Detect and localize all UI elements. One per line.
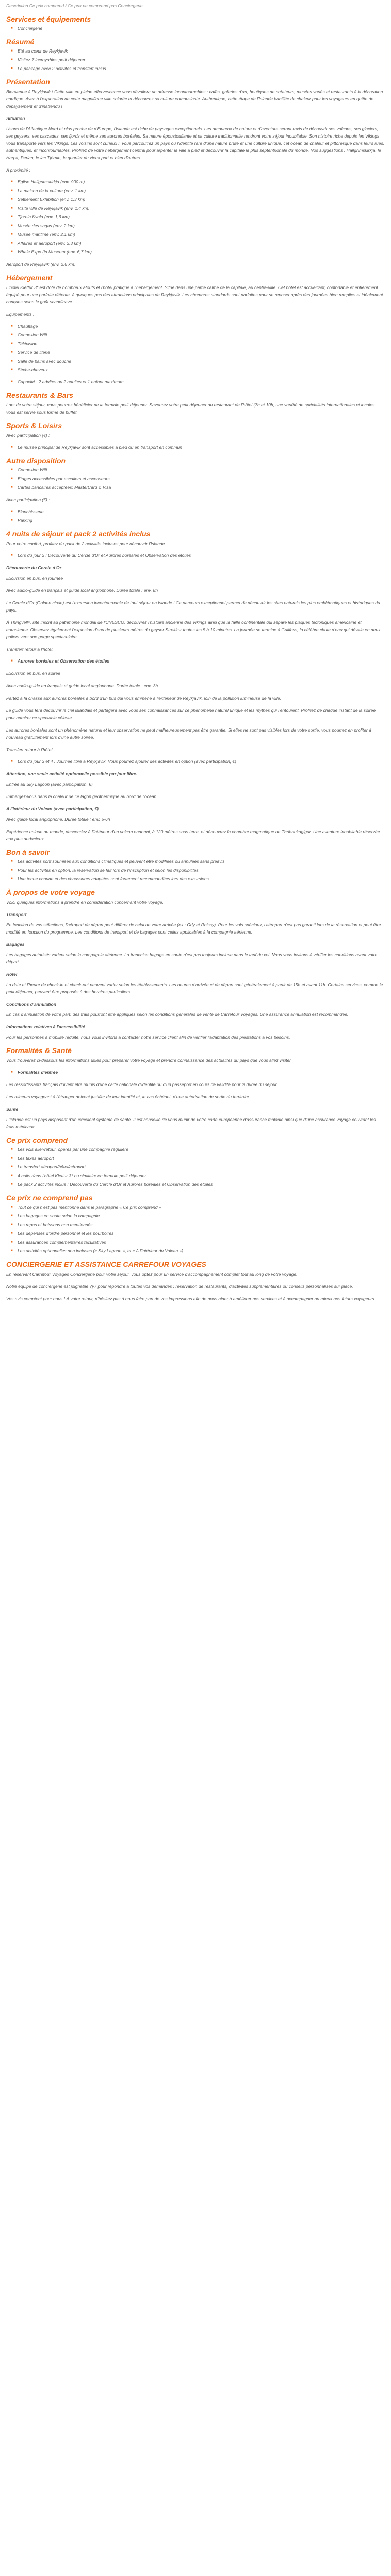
paragraph: Les mineurs voyageant à l'étranger doivent justifier de leur identité et, le cas échéant, d'une autorisation de sortie du territoire. bbox=[6, 1094, 250, 1099]
autre-section bbox=[6, 456, 385, 524]
list-item: ■ Visite ville de Reykjavik (env. 1,4 km) bbox=[18, 205, 385, 212]
presentation-section bbox=[6, 77, 385, 268]
paragraph: Transfert retour à l'hôtel. bbox=[6, 747, 54, 752]
aurora-list bbox=[6, 658, 385, 665]
list-item: ■ Musée maritime (env. 2,1 km) bbox=[18, 231, 385, 238]
transport-label: Transport bbox=[6, 912, 27, 917]
period-list bbox=[6, 758, 385, 765]
situation-label: Situation bbox=[6, 116, 25, 121]
list-item: ■ Tout ce qui n'est pas mentionné dans le paragraphe « Ce prix comprend » bbox=[18, 1204, 385, 1211]
list-item: ■ Settlement Exhibition (env. 1,3 km) bbox=[18, 196, 385, 203]
circle-title: Découverte du Cercle d'Or bbox=[6, 565, 61, 570]
paragraph: En fonction de vos sélections, l'aéroport de départ peut différer de celui de votre arrivée (ex : Orly et Roissy). Pour les vols spéciaux, l'aéroport n'est pas garanti lors de la réservation et peut être modifié en fonction du programme. Les conditions de transport et de bagages sont celles applicables à la compagnie aérienne. bbox=[6, 922, 381, 935]
paragraph: Les bagages autorisés varient selon la compagnie aérienne. La franchise bagage en soute n'est pas toujours incluse dans le tarif du vol. Nous vous invitons à vérifier les conditions avant votre départ. bbox=[6, 952, 378, 964]
list-item: ■ 4 nuits dans l'hôtel Klettur 3* ou similaire en formule petit déjeuner bbox=[18, 1173, 385, 1179]
ne-comprend-title: Ce prix ne comprend pas bbox=[6, 1194, 93, 1202]
cancellation-label: Conditions d'annulation bbox=[6, 1002, 56, 1007]
paragraph: Les ressortissants français doivent être munis d'une carte nationale d'identité ou d'un passeport en cours de validité pour la durée du séjour. bbox=[6, 1082, 278, 1087]
list-item: ■ Blanchisserie bbox=[18, 509, 385, 515]
list-item: ■ La maison de la culture (env. 1 km) bbox=[18, 188, 385, 194]
hebergement-title: Hébergement bbox=[6, 274, 53, 282]
apropos-section bbox=[6, 888, 385, 1041]
attention-note: Attention, une seule activité optionnelle possible par jour libre. bbox=[6, 771, 138, 776]
paragraph: Le guide vous fera découvrir le ciel islandais et partagera avec vous ses connaissances sur ce phénomène naturel unique et les mythes qui l'entourent. Profitez de chaque instant de la soirée pour admirer ce spectacle céleste. bbox=[6, 708, 376, 720]
paragraph: En cas d'annulation de votre part, des frais pourront être appliqués selon les conditions générales de vente de Carrefour Voyages. Une assurance annulation est recommandée. bbox=[6, 1012, 349, 1017]
list-item: ■ Les repas et boissons non mentionnés bbox=[18, 1222, 385, 1228]
formalites-section bbox=[6, 1046, 385, 1130]
list-item: ■ Le transfert aéroport/hôtel/aéroport bbox=[18, 1164, 385, 1171]
hebergement-section bbox=[6, 273, 385, 385]
paid-services-list bbox=[6, 509, 385, 524]
comprend-section bbox=[6, 1136, 385, 1188]
list-item: ■ Les bagages en soute selon la compagnie bbox=[18, 1213, 385, 1219]
list-item: ■ Télévision bbox=[18, 341, 385, 347]
paragraph: Avec audio-guide en français et guide local anglophone. Durée totale : env. 8h bbox=[6, 588, 158, 593]
proximity-label: A proximité : bbox=[6, 167, 30, 173]
list-item: ■ Pour les activités en option, la réservation se fait lors de l'inscription et selon les disponibilités. bbox=[18, 867, 385, 874]
with-participation-label: Avec participation (€) : bbox=[6, 433, 50, 438]
paragraph: Immergez-vous dans la chaleur de ce lagon géothermique au bord de l'océan. bbox=[6, 794, 158, 799]
paragraph: Le Cercle d'Or (Golden circle) est l'excursion incontournable de tout séjour en Islande ! Ce parcours exceptionnel permet de découvrir les sites naturels les plus emblématiques et historiques du pays. bbox=[6, 600, 380, 613]
list-item: ■ Lors du jour 2 : Découverte du Cercle d'Or et Aurores boréales et Observation des étoiles bbox=[18, 552, 385, 559]
paragraph: Usons de l'Atlantique Nord et plus proche de d'Europe, l'Islande est riche de paysages exceptionnels. Les amoureux de nature et d'aventure seront ravis de découvrir ses volcans, ses glaciers, ses geysers, ses cascades, ses fjords et même ses aurores boréales. Sa nature époustouflante et sa culture traditionnelle rendront votre séjour inoubliable. Son histoire riche depuis les Vikings vous transporte vers les Vikings. Les voisins sont curieux !, vous parcourrez un pays où l'identité rare d'une nature brute et une culture unique, cet océan de chaleur et pittoresque dans leurs rues, authentiques, et incontournables. Profitez de votre hébergement central pour arpenter la ville à pied et découvrir la capitale la plus septentrionale du monde. Nos suggestions : Hallgrímskirkja, le Harpa, Perlan, le lac Tjörnin, le quartier du vieux port et bien d'autres. bbox=[6, 126, 385, 160]
paragraph: Vos avis comptent pour nous ! À votre retour, n'hésitez pas à nous faire part de vos impressions afin de nous aider à améliorer nos services et à accompagner au mieux nos futurs voyageurs. bbox=[6, 1296, 376, 1301]
paragraph: Notre équipe de conciergerie est joignable 7j/7 pour répondre à toutes vos demandes : réservation de restaurants, d'activités supplémentaires ou conseils personnalisés sur place. bbox=[6, 1284, 353, 1289]
conciergerie-section bbox=[6, 1260, 385, 1302]
list-item: ■ Visitez 7 incroyables petit déjeuner bbox=[18, 57, 385, 63]
autre-list bbox=[6, 467, 385, 491]
paragraph: À Thingvellir, site inscrit au patrimoine mondial de l'UNESCO, découvrez l'histoire ancienne des Vikings ainsi que la faille continentale qui sépare les plaques tectoniques américaine et eurasienne. Observez également l'explosion d'eau de plusieurs mètres du geyser Strokkur toutes les 5 à 10 minutes. La journée se termine à Gullfoss, la célèbre chute d'eau qui dévale en deux paliers vers une gorge spectaculaire. bbox=[6, 620, 381, 639]
list-item: ■ Musée des sagas (env. 2 km) bbox=[18, 223, 385, 229]
list-item: ■ Eglise Hallgrimskirkja (env. 900 m) bbox=[18, 179, 385, 185]
capacity-list bbox=[6, 379, 385, 385]
program-list bbox=[6, 552, 385, 559]
list-item: ■ Tjornin Kvala (env. 1,6 km) bbox=[18, 214, 385, 221]
restaurants-title: Restaurants & Bars bbox=[6, 391, 73, 399]
savoir-list bbox=[6, 858, 385, 883]
conciergerie-title: CONCIERGERIE ET ASSISTANCE CARREFOUR VOYAGES bbox=[6, 1260, 206, 1268]
resume-title: Résumé bbox=[6, 38, 35, 46]
paragraph: L'Islande est un pays disposant d'un excellent système de santé. Il est conseillé de vous munir de votre carte européenne d'assurance maladie ainsi que d'une assurance voyage couvrant les frais médicaux. bbox=[6, 1117, 376, 1129]
apropos-title: À propos de votre voyage bbox=[6, 888, 95, 896]
paragraph: Pour votre confort, profitez du pack de 2 activités incluses pour découvrir l'Islande. bbox=[6, 541, 166, 546]
paragraph: Avec audio-guide en français et guide local anglophone. Durée totale : env. 3h bbox=[6, 683, 158, 688]
paragraph: Voici quelques informations à prendre en considération concernant votre voyage. bbox=[6, 900, 164, 905]
list-item: ■ Sèche-cheveux bbox=[18, 367, 385, 374]
paragraph: Excursion en bus, en soirée bbox=[6, 671, 60, 676]
list-item: ■ Connexion Wifi bbox=[18, 467, 385, 473]
list-item: ■ Les activités sont soumises aux conditions climatiques et peuvent être modifiées ou annulées sans préavis. bbox=[18, 858, 385, 865]
services-list bbox=[6, 25, 385, 32]
list-item: ■ Le package avec 2 activités et transfert inclus bbox=[18, 65, 385, 72]
services-title: Services et équipements bbox=[6, 15, 91, 23]
paragraph: L'hôtel Klettur 3* est doté de nombreux atouts et l'hôtel pratique à l'hébergement. Situé dans une partie calme de la capitale, au centre-ville. Cet hôtel est accueillant, confortable et entièrement équipé pour une parfaite détente, à quelques pas des attractions principales de Reykjavik. Les chambres standards sont parfaites pour se reposer après des journées bien remplies et idéalement conçues selon le goût scandinave. bbox=[6, 285, 383, 304]
list-item: ■ Les activités optionnelles non incluses (« Sky Lagoon », et « A l'intérieur du Volcan ») bbox=[18, 1248, 385, 1255]
list-item: ■ Les dépenses d'ordre personnel et les pourboires bbox=[18, 1230, 385, 1237]
savoir-title: Bon à savoir bbox=[6, 848, 50, 856]
list-item: ■ Whale Expo (in Museum (env. 6,7 km) bbox=[18, 249, 385, 256]
paragraph: Partez à la chasse aux aurores boréales à bord d'un bus qui vous emmène à l'extérieur de Reykjavik, loin de la pollution lumineuse de la ville. bbox=[6, 696, 281, 701]
paragraph: Transfert retour à l'hôtel. bbox=[6, 647, 54, 652]
with-participation-label: Avec participation (€) : bbox=[6, 497, 50, 502]
paragraph: Bienvenue à Reykjavik ! Cette ville en pleine effervescence vous dévoilera un adresse incontournables : cafés, galeries d'art, boutiques de créateurs, musées variés et restaurants à la décoration nordique. Avec à l'exploration de cette magnifique ville colorée et découvrez sa culture enthousiaste. Authentique, cette étape de l'Islande habillée de chaleur pour les voyageurs en quête de dépaysement et d'inattendu ! bbox=[6, 89, 383, 109]
proximity-list bbox=[6, 179, 385, 256]
list-item: ■ Une tenue chaude et des chaussures adaptées sont fortement recommandées lors des excursions. bbox=[18, 876, 385, 883]
ne-comprend-section bbox=[6, 1193, 385, 1255]
comprend-title: Ce prix comprend bbox=[6, 1136, 68, 1144]
list-item: ■ Chauffage bbox=[18, 323, 385, 330]
list-item: ■ Conciergerie bbox=[18, 25, 385, 32]
comprend-list bbox=[6, 1146, 385, 1188]
list-item: ■ Lors du jour 3 et 4 : Journée libre à Reykjavik. Vous pourrez ajouter des activités en option (avec participation, €) bbox=[18, 758, 385, 765]
paragraph: Excursion en bus, en journée bbox=[6, 575, 63, 581]
formalites-title: Formalités & Santé bbox=[6, 1046, 72, 1055]
sports-section bbox=[6, 421, 385, 451]
paragraph: Pour les personnes à mobilité réduite, nous vous invitons à contacter notre service client afin de vérifier l'adaptation des prestations à vos besoins. bbox=[6, 1035, 290, 1040]
health-label: Santé bbox=[6, 1107, 19, 1112]
entry-formalities-label: ■ Formalités d'entrée bbox=[18, 1069, 385, 1076]
sports-title: Sports & Loisirs bbox=[6, 421, 62, 430]
list-item: ■ Eté au cœur de Reykjavik bbox=[18, 48, 385, 55]
savoir-section bbox=[6, 848, 385, 883]
presentation-title: Présentation bbox=[6, 78, 50, 86]
paragraph: Lors de votre séjour, vous pourrez bénéficier de la formule petit déjeuner. Savourez votre petit déjeuner au restaurant de l'hôtel (7h et 10h, une variété de spécialités internationales et locales vous est servie sous forme de buffet. bbox=[6, 402, 375, 415]
paragraph: En réservant Carrefour Voyages Conciergerie pour votre séjour, vous optez pour un service d'accompagnement complet tout au long de votre voyage. bbox=[6, 1272, 298, 1277]
formalites-list bbox=[6, 1069, 385, 1076]
list-item: ■ Les vols aller/retour, opérés par une compagnie régulière bbox=[18, 1146, 385, 1153]
paragraph: Les aurores boréales sont un phénomène naturel et leur observation ne peut malheureusement pas être garantie. Si elles ne sont pas visibles lors de votre sortie, vous pourrez en profiter à nouveau gratuitement lors d'une autre soirée. bbox=[6, 727, 371, 740]
bagages-label: Bagages bbox=[6, 942, 25, 947]
autre-title: Autre disposition bbox=[6, 456, 66, 465]
sports-list bbox=[6, 444, 385, 451]
volcano-title: A l'intérieur du Volcan (avec participation, €) bbox=[6, 806, 99, 811]
ne-comprend-list bbox=[6, 1204, 385, 1255]
hotel-label: Hôtel bbox=[6, 972, 18, 977]
equipments-list bbox=[6, 323, 385, 374]
restaurants-section bbox=[6, 391, 385, 416]
paragraph: Expérience unique au monde, descendez à l'intérieur d'un volcan endormi, à 120 mètres sous terre, et découvrez la chambre magmatique de Thrihnukagigur. Une aventure inoubliable réservée aux plus audacieux. bbox=[6, 829, 380, 841]
capacity: ■ Capacité : 2 adultes ou 2 adultes et 1 enfant maximum bbox=[18, 379, 385, 385]
list-item: ■ Les assurances complémentaires facultatives bbox=[18, 1239, 385, 1246]
airport-distance: Aéroport de Reykjavik (env. 2,6 km) bbox=[6, 262, 76, 267]
nuits-title: 4 nuits de séjour et pack 2 activités inclus bbox=[6, 530, 151, 538]
paragraph: Avec guide local anglophone. Durée totale : env. 5-6h bbox=[6, 817, 110, 822]
list-item: ■ Le pack 2 activités inclus : Découverte du Cercle d'Or et Aurores boréales et Observation des étoiles bbox=[18, 1181, 385, 1188]
list-item: ■ Service de literie bbox=[18, 349, 385, 356]
list-item: ■ Les taxes aéroport bbox=[18, 1155, 385, 1162]
paragraph: La date et l'heure de check-in et check-out peuvent varier selon les établissements. Les heures d'arrivée et de départ sont généralement à partir de 15h et avant 11h. Certains services, comme le petit déjeuner, peuvent être proposés à des horaires particuliers. bbox=[6, 982, 383, 994]
list-item: ■ Salle de bains avec douche bbox=[18, 358, 385, 365]
list-item: ■ Cartes bancaires acceptées: MasterCard & Visa bbox=[18, 484, 385, 491]
breadcrumb: Description Ce prix comprend / Ce prix ne comprend pas Conciergerie bbox=[6, 3, 143, 8]
resume-list bbox=[6, 48, 385, 72]
accessibility-label: Informations relatives à l'accessibilité bbox=[6, 1024, 85, 1029]
list-item: ■ Connexion Wifi bbox=[18, 332, 385, 338]
list-item: ■ Affaires et aéroport (env. 2,3 km) bbox=[18, 240, 385, 247]
list-item: ■ Le musée principal de Reykjavík sont accessibles à pied ou en transport en commun bbox=[18, 444, 385, 451]
services-section bbox=[6, 14, 385, 32]
paragraph: Entrée au Sky Lagoon (avec participation, €) bbox=[6, 782, 93, 787]
aurora-title: ■ Aurores boréales et Observation des étoiles bbox=[18, 658, 385, 665]
paragraph: Vous trouverez ci-dessous les informations utiles pour préparer votre voyage et prendre connaissance des actualités du pays que vous allez visiter. bbox=[6, 1058, 292, 1063]
nuits-section bbox=[6, 529, 385, 842]
list-item: ■ Étages accessibles par escaliers et ascenseurs bbox=[18, 476, 385, 482]
resume-section bbox=[6, 37, 385, 72]
list-item: ■ Parking bbox=[18, 517, 385, 524]
equipments-label: Equipements : bbox=[6, 312, 35, 317]
